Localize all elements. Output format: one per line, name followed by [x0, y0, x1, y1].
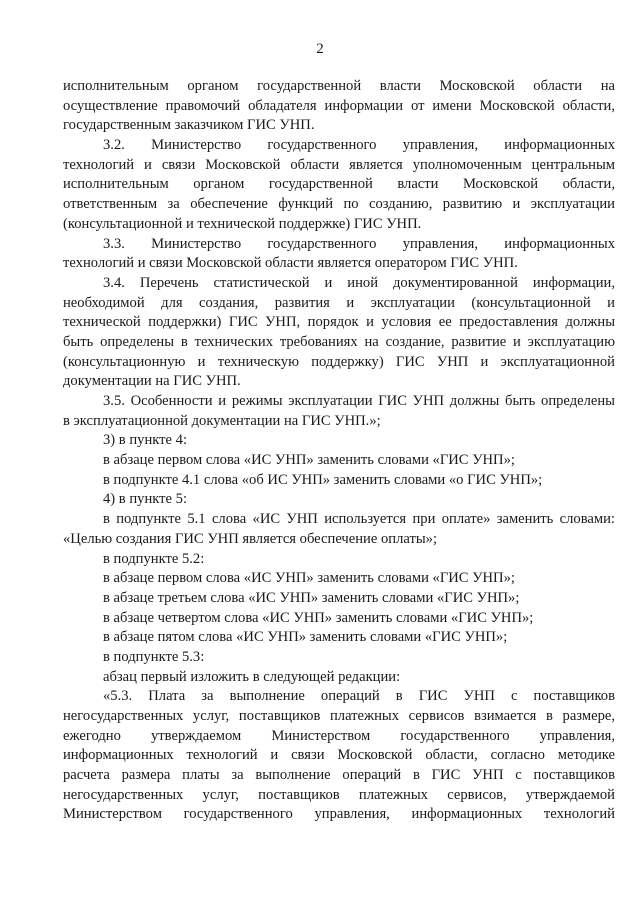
text-line: технологий и связи Московской области является уполномоченным центральным	[63, 156, 615, 173]
text-line: «Целью создания ГИС УНП является обеспечение оплаты»;	[63, 530, 438, 547]
text-line: в подпункте 5.3:	[103, 648, 205, 665]
text-line: Министерством государственного управления, информационных технологий	[63, 806, 615, 823]
text-line: технологий и связи Московской области является оператором ГИС УНП.	[63, 255, 518, 272]
text-line: негосударственных услуг, поставщиков платежных сервисов взимается в размере,	[63, 708, 615, 724]
text-line: ответственным за обеспечение функций по созданию, развитию и эксплуатации	[63, 196, 615, 213]
text-line: 3.2. Министерство государственного управления, информационных	[103, 137, 615, 154]
text-line: в подпункте 5.2:	[103, 550, 205, 567]
text-line: государственным заказчиком ГИС УНП.	[63, 117, 315, 134]
text-line: в абзаце третьем слова «ИС УНП» заменить словами «ГИС УНП»;	[103, 589, 520, 606]
text-line: (консультационную и техническую поддержку) ГИС УНП и эксплуатационной	[63, 353, 615, 370]
text-line: необходимой для создания, развития и эксплуатации (консультационной и	[63, 294, 615, 311]
text-line: в подпункте 4.1 слова «об ИС УНП» заменить словами «о ГИС УНП»;	[103, 471, 543, 488]
text-line: исполнительным органом государственной власти Московской области на	[63, 78, 615, 94]
text-line: ежегодно утверждаемом Министерством государственного управления,	[63, 727, 615, 744]
text-line: «5.3. Плата за выполнение операций в ГИС УНП с поставщиков	[103, 688, 615, 705]
document-body	[63, 77, 615, 825]
text-line: документации на ГИС УНП.	[63, 373, 241, 390]
text-line: в абзаце четвертом слова «ИС УНП» заменить словами «ГИС УНП»;	[103, 609, 534, 626]
text-line: в абзаце первом слова «ИС УНП» заменить словами «ГИС УНП»;	[103, 452, 515, 469]
text-line: в абзаце пятом слова «ИС УНП» заменить словами «ГИС УНП»;	[103, 629, 508, 646]
text-line: 3) в пункте 4:	[103, 432, 188, 449]
text-line: абзац первый изложить в следующей редакции:	[103, 668, 401, 685]
text-line: в абзаце первом слова «ИС УНП» заменить словами «ГИС УНП»;	[103, 570, 515, 587]
text-line: (консультационной и технической поддержке) ГИС УНП.	[63, 215, 422, 232]
text-line: 3.3. Министерство государственного управления, информационных	[103, 235, 615, 252]
text-line: осуществление правомочий обладателя информации от имени Московской области,	[63, 97, 615, 114]
text-line: быть определены в технических требованиях на создание, развитие и эксплуатацию	[63, 333, 615, 350]
page-number: 2	[316, 41, 324, 57]
text-line: негосударственных услуг, поставщиков платежных сервисов, утверждаемой	[63, 786, 615, 803]
text-line: 4) в пункте 5:	[103, 491, 188, 508]
text-line: 3.5. Особенности и режимы эксплуатации ГИС УНП должны быть определены	[103, 393, 615, 409]
text-line: информационных технологий и связи Московской области, согласно методике	[63, 747, 615, 764]
text-line: исполнительным органом государственной власти Московской области,	[63, 176, 615, 193]
text-line: в эксплуатационной документации на ГИС УНП.»;	[63, 412, 381, 429]
text-line: 3.4. Перечень статистической и иной документированной информации,	[103, 274, 615, 291]
text-line: в подпункте 5.1 слова «ИС УНП используется при оплате» заменить словами:	[103, 511, 615, 528]
text-line: расчета размера платы за выполнение операций в ГИС УНП с поставщиков	[63, 767, 615, 784]
text-line: технической поддержки) ГИС УНП, порядок и условия ее предоставления должны	[63, 314, 615, 331]
